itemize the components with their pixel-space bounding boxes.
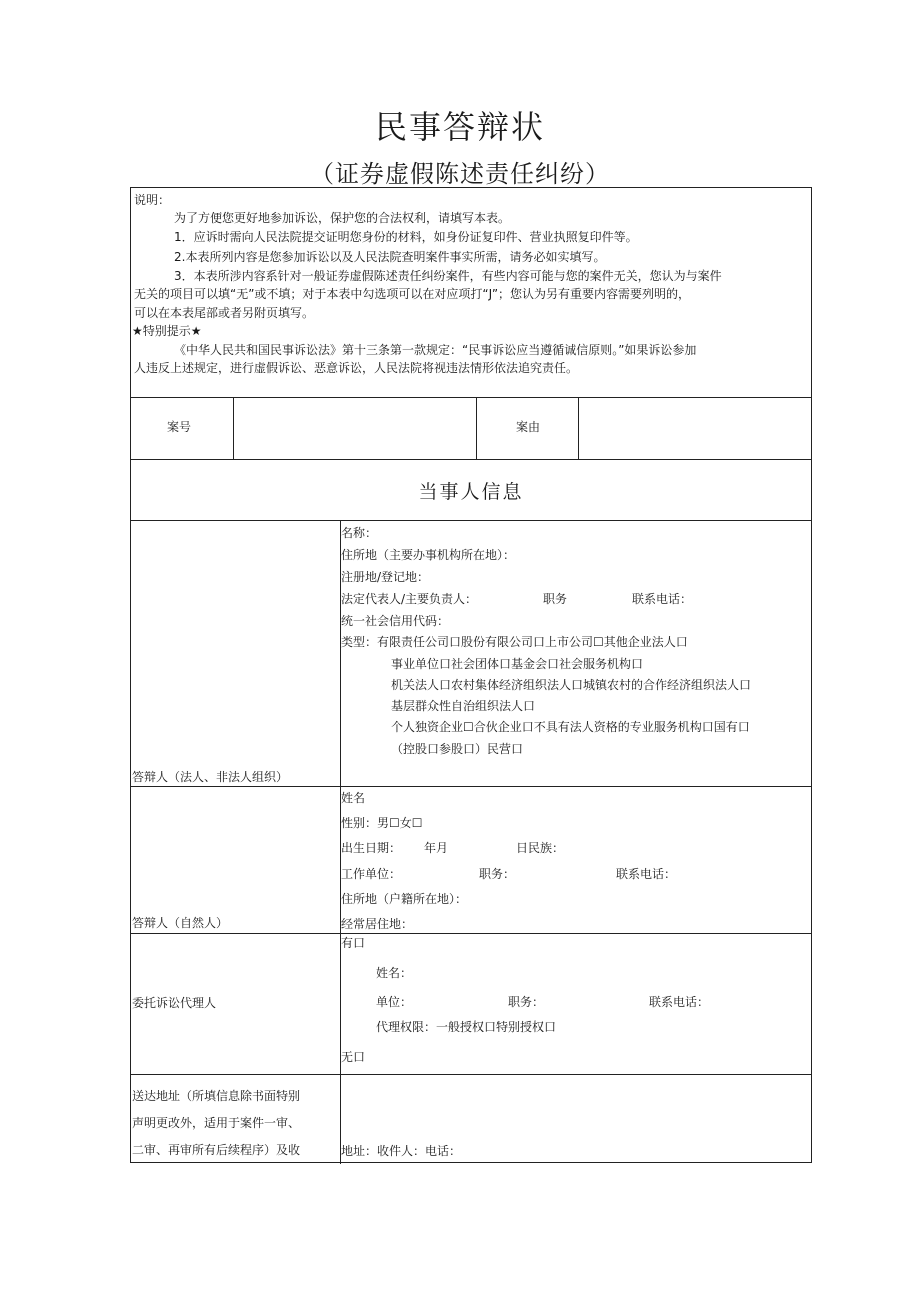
notes-item-3-line-2: 无关的项目可以填“无”或不填；对于本表中勾选项可以在对应项打“J”；您认为另有重要内容需要列明的， <box>134 287 691 301</box>
case-number-label: 案号 <box>167 420 192 434</box>
org-type-line-5[interactable]: 个人独资企业☐合伙企业口不具有法人资格的专业服务机构口国有口 <box>391 720 750 734</box>
respondent-person-label: 答辩人（自然人） <box>132 916 229 930</box>
service-label-line-1: 送达地址（所填信息除书面特别 <box>132 1089 301 1103</box>
case-cause-field[interactable] <box>580 399 810 457</box>
person-domicile-field[interactable]: 住所地（户籍所在地）： <box>341 892 468 906</box>
agent-phone-field[interactable]: 联系电话： <box>649 995 710 1009</box>
org-legal-rep-field[interactable]: 法定代表人/主要负责人： <box>341 592 478 606</box>
agent-authority-field[interactable]: 代理权限：一般授权口特别授权口 <box>376 1020 557 1034</box>
page-title: 民事答辩状 <box>374 108 545 146</box>
person-ethnic-field[interactable]: 日民族： <box>516 841 565 855</box>
org-name-field[interactable]: 名称： <box>341 526 378 540</box>
notes-item-1: 1．应诉时需向人民法院提交证明您身份的材料，如身份证复印件、营业执照复印件等。 <box>174 230 638 244</box>
person-name-field[interactable]: 姓名 <box>341 791 366 805</box>
person-birth-field[interactable]: 出生日期： <box>341 841 402 855</box>
person-birth-month: 年月 <box>424 841 449 855</box>
org-registered-field[interactable]: 注册地/登记地： <box>341 570 430 584</box>
notes-heading: 说明： <box>134 193 171 207</box>
person-work-unit-field[interactable]: 工作单位： <box>341 867 402 881</box>
agent-has-checkbox[interactable]: 有口 <box>341 936 366 950</box>
notes-intro: 为了方便您更好地参加诉讼，保护您的合法权利，请填写本表。 <box>174 211 511 225</box>
notes-item-3-line-3: 可以在本表尾部或者另附页填写。 <box>134 306 315 320</box>
org-type-line-4[interactable]: 基层群众性自治组织法人口 <box>391 699 536 713</box>
org-type-line-3[interactable]: 机关法人口农村集体经济组织法人口城镇农村的合作经济组织法人口 <box>391 678 752 692</box>
org-phone-field[interactable]: 联系电话： <box>632 592 693 606</box>
service-address-field[interactable]: 地址：收件人：电话： <box>341 1144 462 1158</box>
org-position-field[interactable]: 职务 <box>543 592 568 606</box>
org-type-line-1[interactable]: 类型：有限责任公司口股份有限公司口上市公司☐其他企业法人口 <box>341 635 688 649</box>
org-credit-code-field[interactable]: 统一社会信用代码： <box>341 614 450 628</box>
person-residence-field[interactable]: 经常居住地： <box>341 917 414 931</box>
org-address-field[interactable]: 住所地（主要办事机构所在地）： <box>341 548 516 562</box>
case-number-field[interactable] <box>235 399 474 457</box>
agent-label: 委托诉讼代理人 <box>132 996 217 1010</box>
case-cause-label: 案由 <box>516 420 541 434</box>
service-label-line-2: 声明更改外，适用于案件一审、 <box>132 1116 301 1130</box>
agent-position-field[interactable]: 职务： <box>508 995 545 1009</box>
person-position-field[interactable]: 职务： <box>479 867 516 881</box>
org-type-line-6[interactable]: （控股口参股口）民营口 <box>391 742 524 756</box>
form-table <box>130 187 812 1163</box>
party-info-title: 当事人信息 <box>418 481 524 503</box>
notes-item-3-line-1: 3．本表所涉内容系针对一般证券虚假陈述责任纠纷案件，有些内容可能与您的案件无关，您认为与案件 <box>174 269 722 283</box>
org-type-line-2[interactable]: 事业单位口社会团体口基金会口社会服务机构口 <box>391 657 644 671</box>
page-subtitle: （证券虚假陈述责任纠纷） <box>310 160 610 188</box>
notes-item-2: 2.本表所列内容是您参加诉讼以及人民法院查明案件事实所需，请务必如实填写。 <box>174 250 606 264</box>
service-label-line-3: 二审、再审所有后续程序）及收 <box>132 1143 301 1157</box>
agent-unit-field[interactable]: 单位： <box>376 995 413 1009</box>
special-notice: ★特别提示★ <box>132 324 202 338</box>
law-text-line-1: 《中华人民共和国民事诉讼法》第十三条第一款规定：“民事诉讼应当遵循诚信原则。”如果诉讼参加 <box>174 343 697 357</box>
person-phone-field[interactable]: 联系电话： <box>616 867 677 881</box>
respondent-org-label: 答辩人（法人、非法人组织） <box>132 770 289 784</box>
law-text-line-2: 人违反上述规定，进行虚假诉讼、恶意诉讼，人民法院将视违法情形依法追究责任。 <box>134 361 579 375</box>
agent-name-field[interactable]: 姓名： <box>376 966 413 980</box>
agent-none-checkbox[interactable]: 无口 <box>341 1050 366 1064</box>
person-gender-field[interactable]: 性别：男☐女☐ <box>341 816 423 830</box>
